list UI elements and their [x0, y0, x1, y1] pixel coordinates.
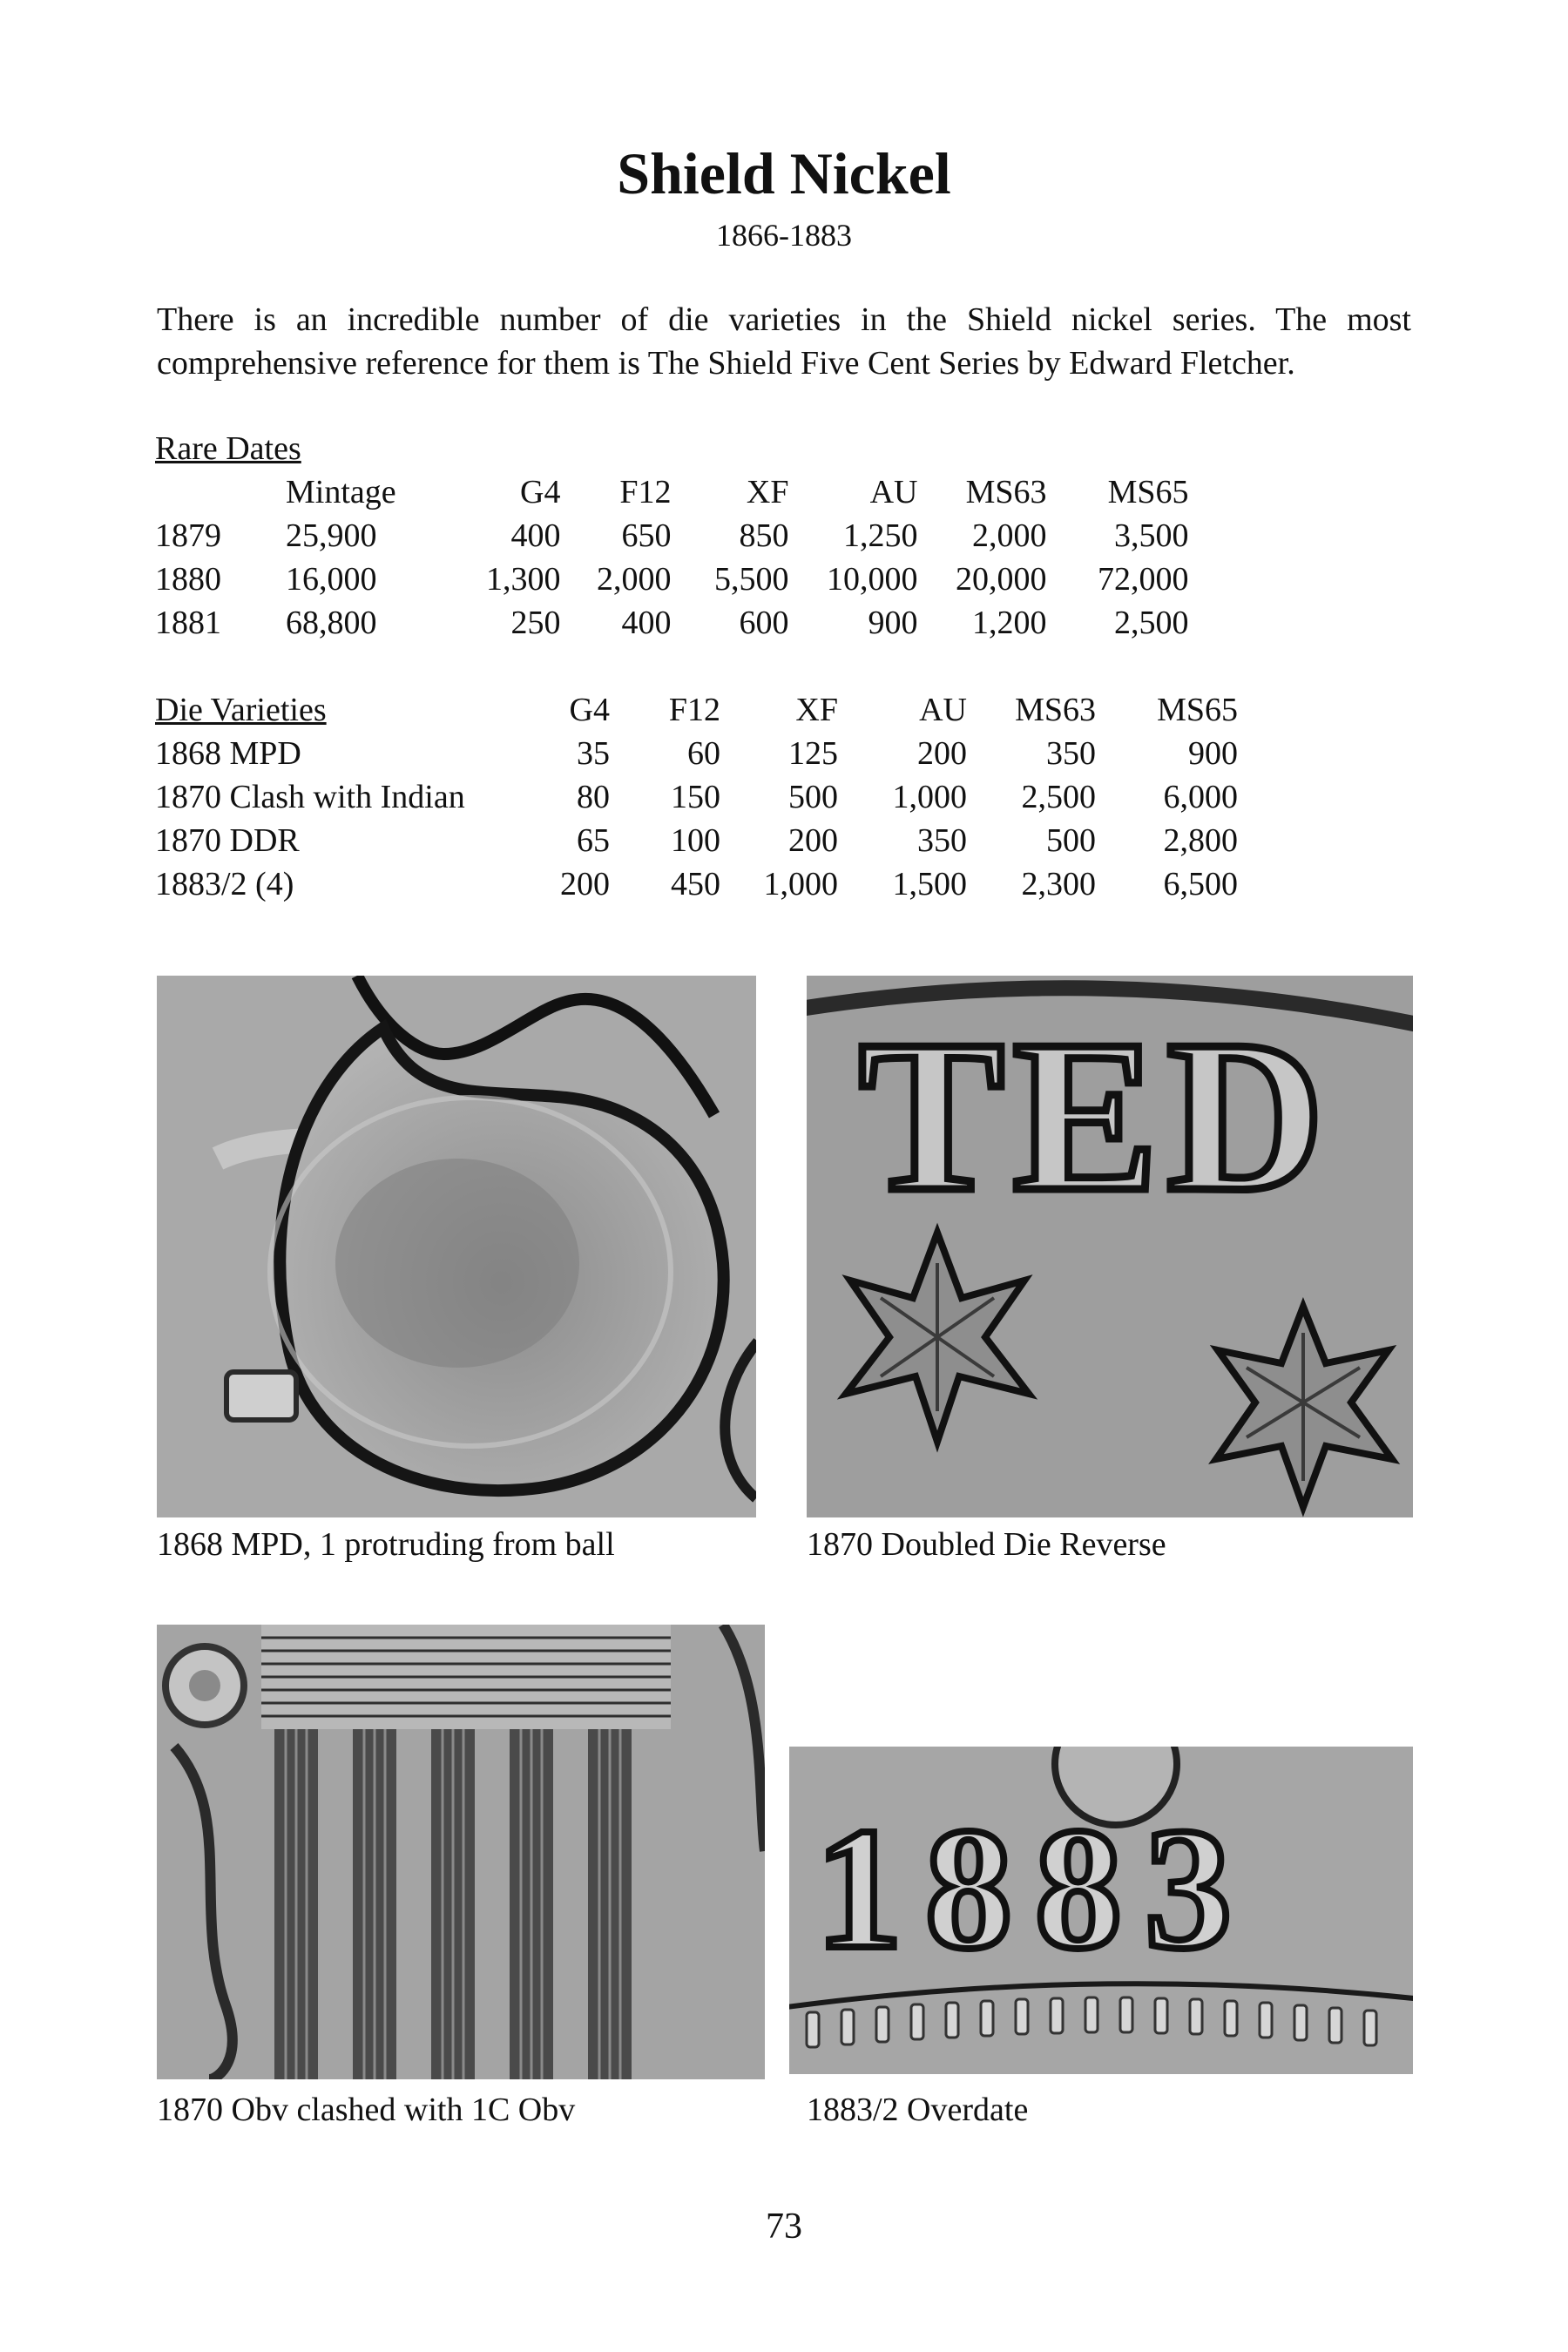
table-cell: 400 — [510, 517, 561, 554]
photo-caption-ddr: 1870 Doubled Die Reverse — [807, 1526, 1166, 1563]
table-cell: 350 — [1046, 735, 1096, 772]
photo-1870-ddr — [807, 976, 1413, 1517]
table-cell: 500 — [1046, 822, 1096, 859]
photo-1868-mpd — [157, 976, 756, 1517]
table-row — [155, 862, 1238, 906]
table-cell: 200 — [917, 735, 967, 772]
table-cell: 150 — [671, 779, 720, 815]
rare-dates-header-row — [155, 470, 1189, 514]
table-cell: 1,200 — [972, 605, 1047, 641]
table-cell: 1881 — [155, 605, 221, 641]
table-row — [155, 514, 1189, 558]
photo-1883-overdate — [789, 1747, 1413, 2074]
photo-caption-clash: 1870 Obv clashed with 1C Obv — [157, 2092, 576, 2128]
table-cell: 1883/2 (4) — [155, 866, 294, 902]
page-title: Shield Nickel — [617, 140, 951, 206]
table-row — [155, 732, 1238, 775]
column-header: AU — [919, 692, 967, 728]
column-header: F12 — [668, 692, 720, 728]
table-cell: 16,000 — [286, 561, 377, 598]
table-cell: 600 — [739, 605, 789, 641]
table-cell: 200 — [788, 822, 838, 859]
table-cell: 10,000 — [827, 561, 918, 598]
photo-caption-mpd: 1868 MPD, 1 protruding from ball — [157, 1526, 615, 1563]
table-cell: 450 — [671, 866, 720, 902]
table-cell: 1,000 — [892, 779, 967, 815]
table-cell: 2,000 — [597, 561, 672, 598]
table-cell: 35 — [577, 735, 610, 772]
table-cell: 2,300 — [1021, 866, 1096, 902]
page-number: 73 — [766, 2207, 802, 2247]
column-header: XF — [795, 692, 838, 728]
table-cell: 2,000 — [972, 517, 1047, 554]
photo-caption-overdate: 1883/2 Overdate — [807, 2092, 1029, 2128]
intro-line-2: comprehensive reference for them is The Shield Five Cent Series by Edward Fletcher. — [157, 345, 1295, 382]
table-cell: 1868 MPD — [155, 735, 301, 772]
die-varieties-table — [155, 688, 1238, 906]
coin-closeup-clash-image — [157, 1625, 765, 2079]
table-cell: 65 — [577, 822, 610, 859]
table-cell: 900 — [1188, 735, 1238, 772]
table-row — [155, 819, 1238, 862]
column-header: G4 — [520, 474, 561, 510]
column-header: XF — [746, 474, 789, 510]
table-cell: 850 — [739, 517, 789, 554]
table-cell: 20,000 — [956, 561, 1047, 598]
rare-dates-heading-row — [155, 427, 1189, 470]
column-header: G4 — [569, 692, 610, 728]
column-header: MS65 — [1157, 692, 1238, 728]
table-cell: 500 — [788, 779, 838, 815]
table-cell: 1,500 — [892, 866, 967, 902]
table-cell: 72,000 — [1098, 561, 1189, 598]
column-header: AU — [869, 474, 918, 510]
table-cell: 2,500 — [1021, 779, 1096, 815]
die-varieties-header-row — [155, 688, 1238, 732]
table-cell: 1,250 — [843, 517, 918, 554]
table-cell: 6,500 — [1163, 866, 1238, 902]
table-cell: 60 — [687, 735, 720, 772]
column-header: Mintage — [286, 474, 396, 510]
coin-closeup-ddr-image — [807, 976, 1413, 1517]
table-cell: 3,500 — [1114, 517, 1189, 554]
table-cell: 350 — [917, 822, 967, 859]
table-cell: 100 — [671, 822, 720, 859]
photo-1870-clash — [157, 1625, 765, 2079]
table-cell: 1,300 — [486, 561, 561, 598]
table-cell: 1870 DDR — [155, 822, 300, 859]
table-cell: 200 — [560, 866, 610, 902]
table-row — [155, 775, 1238, 819]
table-cell: 900 — [868, 605, 918, 641]
column-header-blank — [155, 470, 286, 514]
die-varieties-heading: Die Varieties — [155, 692, 327, 728]
page-subtitle-years: 1866-1883 — [716, 218, 852, 253]
table-row — [155, 558, 1189, 601]
table-cell: 25,900 — [286, 517, 377, 554]
table-cell: 1870 Clash with Indian — [155, 779, 465, 815]
rare-dates-table — [155, 427, 1189, 645]
table-cell: 6,000 — [1163, 779, 1238, 815]
table-cell: 5,500 — [714, 561, 789, 598]
table-row — [155, 601, 1189, 645]
column-header: MS65 — [1107, 474, 1189, 510]
table-cell: 650 — [621, 517, 672, 554]
rare-dates-heading: Rare Dates — [155, 430, 301, 467]
intro-line-1: There is an incredible number of die varieties in the Shield nickel series. The most — [157, 301, 1411, 338]
table-cell: 2,500 — [1114, 605, 1189, 641]
intro-paragraph — [157, 298, 1411, 385]
column-header: F12 — [619, 474, 672, 510]
overdate-digits: 1883 — [815, 1793, 1254, 1985]
table-cell: 250 — [510, 605, 561, 641]
table-cell: 1879 — [155, 517, 221, 554]
table-cell: 125 — [788, 735, 838, 772]
table-cell: 400 — [621, 605, 672, 641]
column-header: MS63 — [1015, 692, 1096, 728]
table-cell: 1880 — [155, 561, 221, 598]
table-cell: 68,800 — [286, 605, 377, 641]
table-cell: 1,000 — [763, 866, 838, 902]
table-cell: 80 — [577, 779, 610, 815]
column-header: MS63 — [965, 474, 1047, 510]
table-cell: 2,800 — [1163, 822, 1238, 859]
coin-closeup-mpd-image — [157, 976, 756, 1517]
ddr-letters: TED — [859, 996, 1334, 1237]
coin-closeup-overdate-image — [789, 1747, 1413, 2074]
